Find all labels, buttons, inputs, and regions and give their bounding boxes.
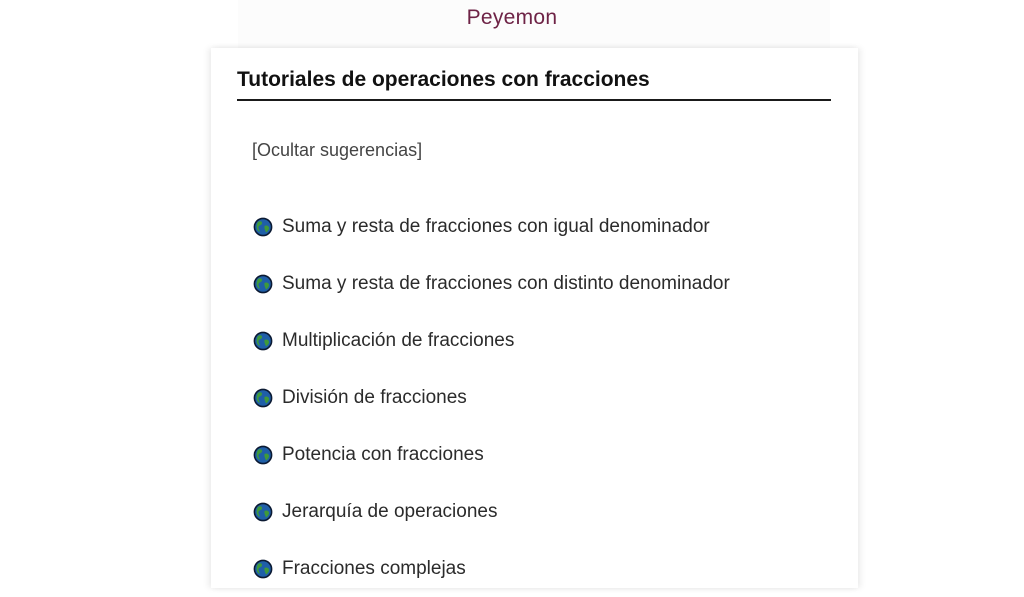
title-divider xyxy=(237,99,831,101)
tutorial-link-item[interactable] xyxy=(253,540,730,597)
tutorial-link-label[interactable]: Jerarquía de operaciones xyxy=(282,500,498,522)
hide-suggestions-toggle[interactable]: [Ocultar sugerencias] xyxy=(252,140,423,160)
tutorial-link-item[interactable] xyxy=(253,198,730,255)
tutorial-link-item[interactable] xyxy=(253,426,730,483)
tutorial-link-label[interactable]: Suma y resta de fracciones con igual denominador xyxy=(282,215,710,237)
globe-icon xyxy=(253,502,273,522)
tutorial-link-label[interactable]: Suma y resta de fracciones con distinto denominador xyxy=(282,272,730,294)
tutorial-link-label[interactable]: Fracciones complejas xyxy=(282,557,466,579)
tutorial-link-item[interactable] xyxy=(253,255,730,312)
tutorial-link-item[interactable] xyxy=(253,483,730,540)
tutorial-link-label[interactable]: Multiplicación de fracciones xyxy=(282,329,515,351)
section-title: Tutoriales de operaciones con fracciones xyxy=(237,68,650,91)
tutorial-link-label[interactable]: División de fracciones xyxy=(282,386,467,408)
tutorial-link-item[interactable] xyxy=(253,369,730,426)
globe-icon xyxy=(253,331,273,351)
tutorial-links-list xyxy=(253,198,730,597)
globe-icon xyxy=(253,445,273,465)
tutorial-link-item[interactable] xyxy=(253,312,730,369)
globe-icon xyxy=(253,217,273,237)
tutorial-link-label[interactable]: Potencia con fracciones xyxy=(282,443,484,465)
globe-icon xyxy=(253,274,273,294)
site-brand[interactable]: Peyemon xyxy=(466,6,558,29)
globe-icon xyxy=(253,388,273,408)
tutorials-card xyxy=(211,48,858,588)
